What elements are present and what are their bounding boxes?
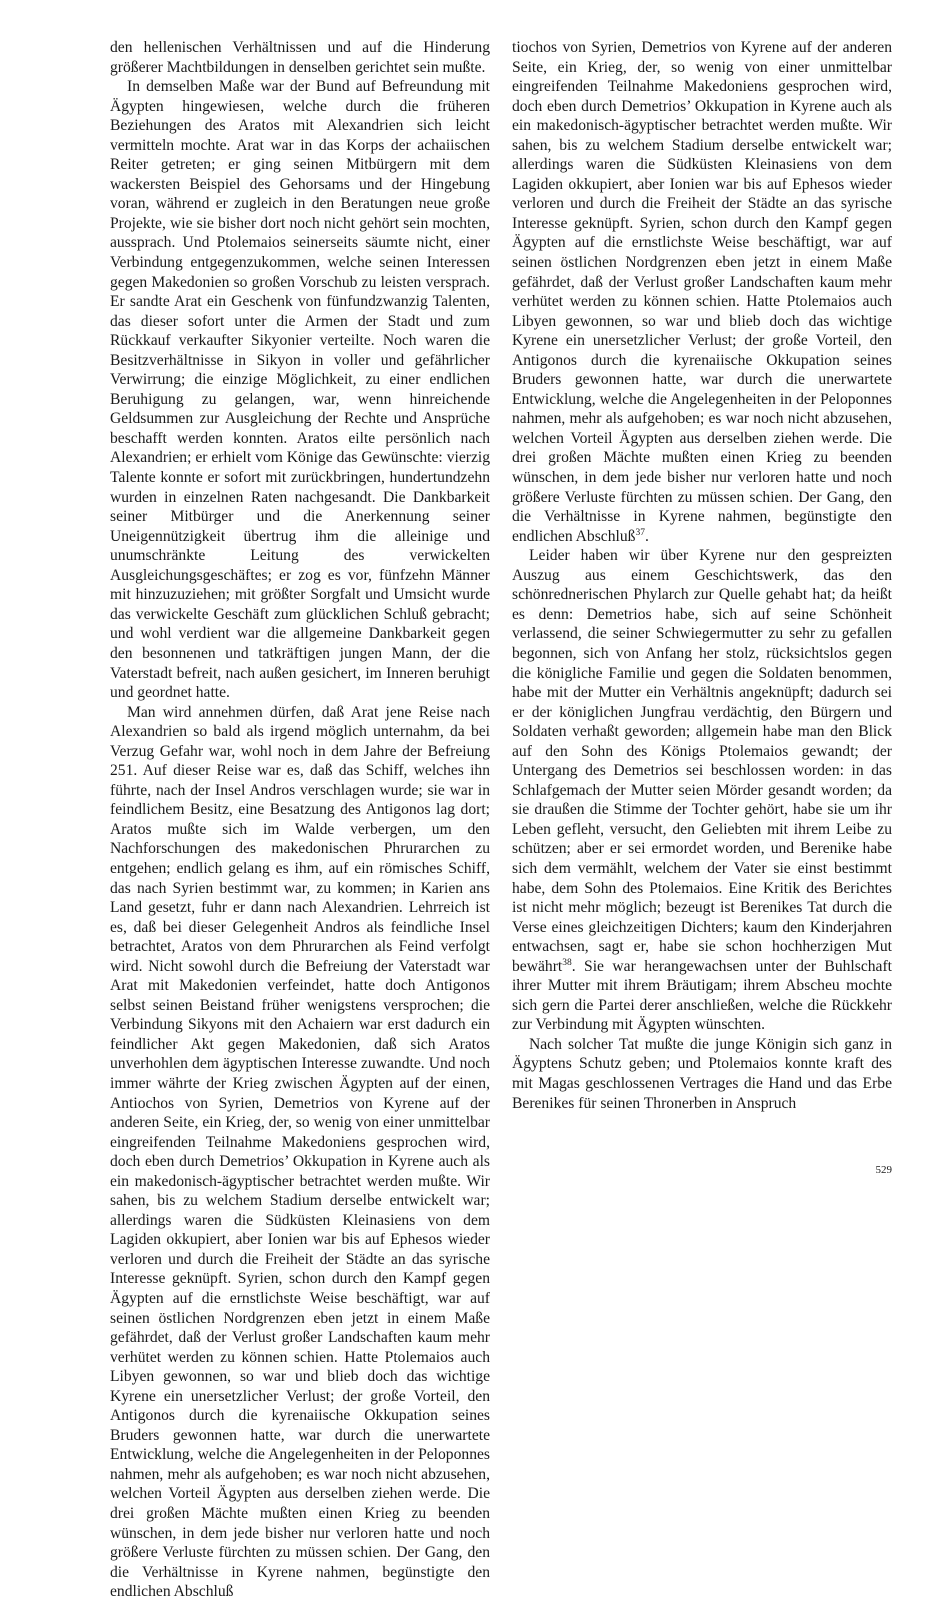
footnote-marker-37[interactable]: 37 (635, 527, 645, 538)
paragraph-young-queen (512, 1035, 892, 1113)
paragraph-text: Leider haben wir über Kyrene nur den gespreizten Auszug aus einem Geschichtswerk, das den schönrednerischen Phylarch zur Quelle gehabt hat; da heißt es denn: Demetrios habe, sich auf seine Schönheit verlassend, die seiner Schwiegermutter zu sehr zu gefallen begonnen, sich von Anfang her stolz, rücksichtslos gegen die königliche Familie und gegen die Soldaten benommen, habe mit der Mutter ein Verhältnis angeknüpft; dadurch sei er der königlichen Jungfrau verdächtig, den Bürgern und Soldaten verhaßt geworden; allgemein habe man den Blick auf den Sohn des Königs Ptolemaios gewandt; der Untergang des Demetrios sei beschlossen worden: in das Schlafgemach der Mutter seien Mörder gesandt worden; da sie draußen die Stimme der Tochter gehört, habe sie um ihr Leben gefleht, versucht, den Geliebten mit ihrem Leibe zu schützen; aber er sei ermordet worden, und Berenike habe sich dem vermählt, welchem der Vater sie einst bestimmt habe, dem Sohn des Ptolemaios. Eine Kritik des Berichtes ist nicht mehr möglich; bezeugt ist Berenikes Tat durch die Verse eines gleichzeitigen Dichters; kaum den Kinderjahren entwachsen, sagt er, habe sie schon hochherzigen Mut bewährt (512, 547, 892, 975)
paragraph-aratos-egypt (110, 77, 490, 703)
page-number: 529 (875, 1164, 892, 1176)
paragraph-text: Man wird annehmen dürfen, daß Arat jene Reise nach Alexandrien so bald als irgend möglich unternahm, da bei Verzug Gefahr war, wohl noch in dem Jahre der Befreiung 251. Auf dieser Reise war es, daß das Schiff, welches ihn führte, nach der Insel Andros verschlagen wurde; sie war in feindlichem Besitz, eine Besatzung des Antigonos lag dort; Aratos mußte sich im Walde verbergen, um den Nachforschungen des makedonischen Phrurarchen zu entgehen; endlich gelang es ihm, auf ein römisches Schiff, das nach Syrien bestimmt war, zu kommen; in Karien ans Land gesetzt, fuhr er dann nach Alexandrien. Lehrreich ist es, daß bei dieser Gelegenheit Andros als feindliche Insel betrachtet, Aratos von dem Phrurarchen als Feind verfolgt wird. Nicht sowohl durch die Befreiung der Vaterstadt war Arat mit Makedonien verfeindet, hatte doch Antigonos selbst seinen Beistand früher wenigstens versprochen; die Verbindung Sikyons mit den Achaiern war erst dadurch ein feindlicher Akt gegen Makedonien, daß sich Aratos unverhohlen dem ägyptischen Interesse zuwandte. Und noch immer währte der Krieg zwischen Ägypten auf der einen, Antiochos von Syrien, Demetrios von Kyrene auf der anderen Seite, ein Krieg, der, so wenig von einer unmittelbar eingreifenden Teilnahme Makedoniens gesprochen wird, doch eben durch Demetrios’ Okkupation in Kyrene auch als ein makedonisch-ägyptischer betrachtet werden mußte. Wir sahen, bis zu welchem Stadium derselbe entwickelt war; allerdings waren die Südküsten Kleinasiens von dem Lagiden okkupiert, aber Ionien war bis auf Ephesos wieder verloren und durch die Freiheit der Städte an das syrische Interesse geknüpft. Syrien, schon durch den Kampf gegen Ägypten auf die ernstlichste Weise beschäftigt, war auf seinen östlichen Nordgrenzen eben jetzt in einem Maße gefährdet, daß der Verlust großer Landschaften kaum mehr verhütet werden zu können schien. Hatte Ptolemaios auch Libyen gewonnen, so war und blieb doch das wichtige Kyrene ein unersetzlicher Verlust; der große Vorteil, den Antigonos durch die kyrenaiische Okkupation seines Bruders gewonnen hatte, war durch die unerwartete Entwicklung, welche die Angelegenheiten in der Peloponnes nahmen, mehr als aufgehoben; es war noch nicht abzusehen, welchen Vorteil Ägypten aus derselben ziehen werde. Die drei großen Mächte mußten einen Krieg zu beenden wünschen, in dem jede bisher nur verloren hatte und noch größere Verluste fürchten zu müssen schien. Der Gang, den die Verhältnisse in Kyrene nahmen, begünstigte den endlichen Abschluß (110, 703, 490, 1601)
paragraph-text-end: . Sie war herangewachsen unter der Buhlschaft ihrer Mutter mit ihrem Bräutigam; ihrem Abscheu mochte sich gern die Partei derer anschließen, welche die Rückkehr zur Verbindung mit Ägypten wünschten. (512, 957, 892, 1034)
paragraph-text: tiochos von Syrien, Demetrios von Kyrene auf der anderen Seite, ein Krieg, der, so wenig von einer unmittelbar eingreifenden Teilnahme Makedoniens gesprochen wird, doch eben durch Demetrios’ Okkupation in Kyrene auch als ein makedonisch-ägyptischer betrachtet werden mußte. Wir sahen, bis zu welchem Stadium derselbe entwickelt war; allerdings waren die Südküsten Kleinasiens von dem Lagiden okkupiert, aber Ionien war bis auf Ephesos wieder verloren und durch die Freiheit der Städte an das syrische Interesse geknüpft. Syrien, schon durch den Kampf gegen Ägypten auf die ernstlichste Weise beschäftigt, war auf seinen östlichen Nordgrenzen eben jetzt in einem Maße gefährdet, daß der Verlust großer Landschaften kaum mehr verhütet werden zu können schien. Hatte Ptolemaios auch Libyen gewonnen, so war und blieb doch das wichtige Kyrene ein unersetzlicher Verlust; der große Vorteil, den Antigonos durch die kyrenaiische Okkupation seines Bruders gewonnen hatte, war durch die unerwartete Entwicklung, welche die Angelegenheiten in der Peloponnes nahmen, mehr als aufgehoben; es war noch nicht abzusehen, welchen Vorteil Ägypten aus derselben ziehen werde. Die drei großen Mächte mußten einen Krieg zu beenden wünschen, in dem jede bisher nur verloren hatte und noch größere Verluste fürchten zu müssen schien. Der Gang, den die Verhältnisse in Kyrene nahmen, begünstigte den endlichen Abschluß (512, 39, 892, 545)
paragraph-kyrene (512, 546, 892, 1035)
left-text-column (110, 38, 490, 1602)
book-page (110, 38, 892, 1601)
right-text-column (512, 38, 892, 1113)
paragraph-text: In demselben Maße war der Bund auf Befreundung mit Ägypten hingewiesen, welche durch die früheren Beziehungen des Aratos mit Alexandrien sich leicht vermitteln mochte. Arat war in das Korps der achaiischen Reiter getreten; er ging seinen Mitbürgern mit dem wackersten Beispiel des Gehorsams und der Hingebung voran, während er zugleich in den Beratungen neue große Projekte, wie sie bisher dort noch nicht gehört sein mochten, aussprach. Und Ptolemaios seinerseits säumte nicht, einer Verbindung entgegenzukommen, welche seinen Interessen gegen Makedonien so großen Vorschub zu leisten versprach. Er sandte Arat ein Geschenk von fünfundzwanzig Talenten, das dieser sofort unter die Armen der Stadt und zum Rückkauf verkaufter Sikyonier verteilte. Noch waren die Besitzverhältnisse in Sikyon in voller und gefährlicher Verwirrung; die einzige Möglichkeit, zu einer endlichen Beruhigung zu gelangen, war, wenn hinreichende Geldsummen zur Ausgleichung der Rechte und Ansprüche beschafft werden konnten. Aratos eilte persönlich nach Alexandrien; er erhielt vom Könige das Gewünschte: vierzig Talente konnte er sofort mit zurückbringen, hundertundzehn wurden in einzelnen Raten nachgesandt. Die Dankbarkeit seiner Mitbürger und die Anerkennung seiner Uneigennützigkeit übertrug ihm die alleinige und unumschränkte Leitung des verwickelten Ausgleichungsgeschäftes; er zog es vor, fünfzehn Männer mit hinzuzuziehen; mit größter Sorgfalt und Umsicht wurde das verwickelte Geschäft zum glücklichen Schluß gebracht; und wohl verdient war die allgemeine Dankbarkeit gegen den besonnenen und tatkräftigen jungen Mann, der die Vaterstadt befreit, nach außen gesichert, im Inneren beruhigt und geordnet hatte. (110, 78, 490, 702)
paragraph-text: den hellenischen Verhältnissen und auf die Hinderung größerer Machtbildungen in denselben gerichtet sein mußte. (110, 39, 490, 76)
footnote-marker-38[interactable]: 38 (562, 957, 572, 968)
paragraph-journey-alexandria (110, 703, 490, 1602)
paragraph-continuation (110, 38, 490, 77)
paragraph-war-continuation (512, 38, 892, 546)
paragraph-text-end: . (644, 527, 649, 545)
paragraph-text: Nach solcher Tat mußte die junge Königin sich ganz in Ägyptens Schutz geben; und Ptolemaios konnte kraft des mit Magas geschlossenen Vertrages die Hand und das Erbe Berenikes für seinen Thronerben in Anspruch (512, 1035, 892, 1112)
